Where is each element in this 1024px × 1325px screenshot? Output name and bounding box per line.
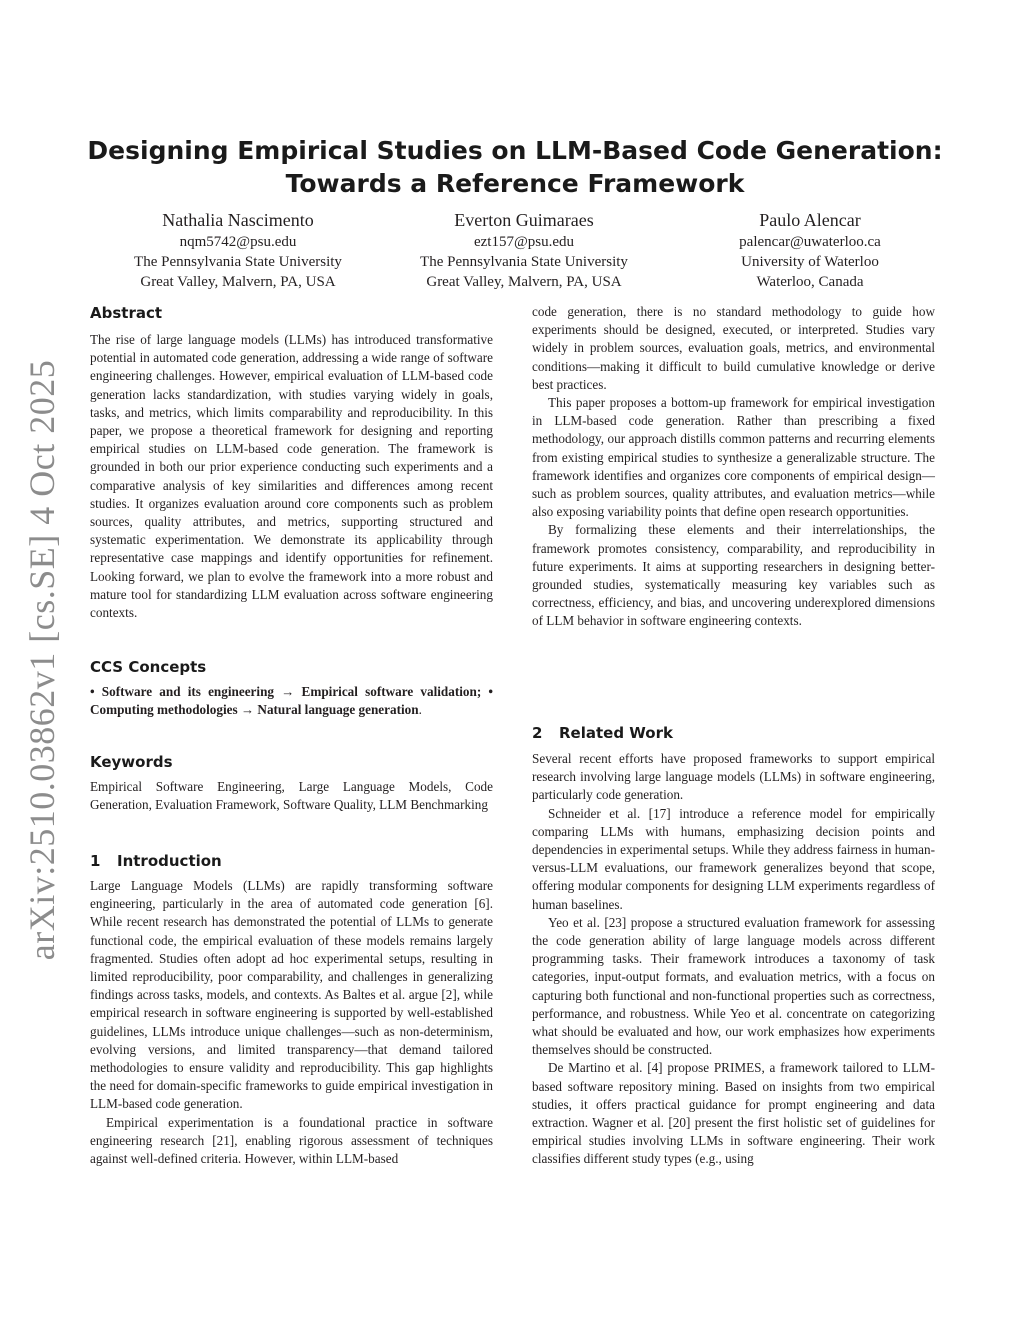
keywords-heading: Keywords <box>90 753 173 771</box>
ccs-heading: CCS Concepts <box>90 658 207 676</box>
related-work-section <box>532 723 935 1169</box>
paper-title <box>60 134 970 200</box>
section-title: Introduction <box>117 852 222 870</box>
abstract-heading: Abstract <box>90 304 163 322</box>
section-title: Related Work <box>559 724 673 742</box>
author-name: Nathalia Nascimento <box>162 210 314 230</box>
related-work-heading <box>532 723 935 743</box>
arxiv-side-stamp <box>20 359 64 961</box>
related-paragraph-1: Several recent efforts have proposed frameworks to support empirical research involving large language models (LLMs) in software engineering, particularly code generation. <box>532 751 935 803</box>
intro-paragraph-proposal: This paper proposes a bottom-up framework for empirical investigation in LLM-based code generation. Rather than prescribing a fixed methodology, our approach distills common patterns and recurring elements from existing empirical studies to synthesize a generalizable structure. The framework identifies and organizes core components of empirical design—such as problem sources, quality attributes, and evaluation metrics—while also exposing variability points that define open research opportunities. <box>532 395 935 520</box>
ccs-text <box>90 683 493 719</box>
title-line-1: Designing Empirical Studies on LLM-Based Code Generation: <box>87 136 943 165</box>
title-line-2: Towards a Reference Framework <box>285 169 745 198</box>
arxiv-identifier: arXiv:2510.03862v1 [cs.SE] 4 Oct 2025 <box>22 359 62 961</box>
ccs-concepts-section <box>90 657 493 719</box>
author-email: nqm5742@psu.edu <box>179 234 297 250</box>
author-affiliation: The Pennsylvania State University <box>134 254 342 270</box>
related-paragraph-2: Schneider et al. [17] introduce a reference model for empirically comparing LLMs with humans, emphasizing decision points and dependencies in experimental setups. While they address fairness in human-versus-LLM evaluations, our framework generalizes beyond that scope, offering modular components for designing LLM experiments regardless of human baselines. <box>532 805 935 912</box>
author-affiliation: University of Waterloo <box>741 254 879 270</box>
ccs-concepts-end: . <box>418 702 422 718</box>
author-location: Waterloo, Canada <box>756 274 864 290</box>
author-1 <box>95 208 381 292</box>
author-location: Great Valley, Malvern, PA, USA <box>426 274 622 290</box>
author-affiliation: The Pennsylvania State University <box>420 254 628 270</box>
author-2 <box>381 208 667 292</box>
section-number: 1 <box>90 852 101 870</box>
related-paragraph-4: De Martino et al. [4] propose PRIMES, a framework tailored to LLM-based software repository mining. Based on insights from two empirical studies, it offers practical guidance for prompt engineering and data extraction. Wagner et al. [20] present the first holistic set of guidelines for empirical studies involving LLMs in software engineering. Their work classifies different study types (e.g., using <box>532 1060 935 1167</box>
intro-paragraph-1: Large Language Models (LLMs) are rapidly transforming software engineering, particularly in the area of automated code generation [6]. While recent research has demonstrated the potential of LLMs to generate functional code, the empirical evaluation of these models remains largely fragmented. Studies often adopt ad hoc experimental setups, resulting in limited reproducibility, poor comparability, and challenges in generalizing findings across tasks, models, and contexts. As Baltes et al. argue [2], while empirical research in software engineering is supported by well-established guidelines, LLMs introduce unique challenges—such as non-determinism, evolving versions, and limited transparency—that demand tailored methodologies to ensure validity and reproducibility. This gap highlights the need for domain-specific frameworks to guide empirical investigation in LLM-based code generation. <box>90 878 493 1112</box>
author-block <box>95 208 953 292</box>
abstract-text: The rise of large language models (LLMs) has introduced transformative potential in automated code generation, addressing a wide range of software engineering challenges. However, empirical evaluation of LLM-based code generation lacks standardization, with studies varying widely in goals, tasks, and metrics, which limits comparability and reproducibility. In this paper, we propose a theoretical framework for designing and reporting empirical studies on LLM-based code generation. The framework is grounded in both our prior experience conducting such experiments and a comparative analysis of key similarities and differences among recent studies. It organizes evaluation around core components such as problem sources, quality attributes, and metrics, supporting structured and systematic experimentation. We demonstrate its applicability through representative case mappings and identify opportunities for refinement. Looking forward, we plan to evolve the framework into a more robust and mature tool for standardizing LLM evaluation across software engineering contexts. <box>90 332 493 621</box>
author-name: Paulo Alencar <box>759 210 861 230</box>
author-email: ezt157@psu.edu <box>473 234 575 250</box>
abstract-section <box>90 303 493 622</box>
introduction-heading <box>90 851 493 871</box>
intro-paragraph-2: Empirical experimentation is a foundational practice in software engineering research [21], enabling rigorous assessment of techniques against well-defined criteria. However, within LLM-based <box>90 1114 493 1167</box>
author-name: Everton Guimaraes <box>454 210 594 230</box>
intro-paragraph-continued: code generation, there is no standard methodology to guide how experiments should be designed, executed, or interpreted. Studies vary widely in problem sources, evaluation goals, metrics, and environmental conditions—making it difficult to build cumulative knowledge or derive best practices. <box>532 304 935 392</box>
intro-paragraph-formalizing: By formalizing these elements and their interrelationships, the framework promotes consistency, comparability, and reproducibility in future experiments. It aims at supporting researchers in designing better-grounded studies, systematically measuring key variables such as correctness, efficiency, and bias, and uncovering underexplored dimensions of LLM behavior in software engineering contexts. <box>532 522 935 629</box>
introduction-section <box>90 851 493 1168</box>
author-3 <box>667 208 953 292</box>
related-paragraph-3: Yeo et al. [23] propose a structured evaluation framework for assessing the code generation ability of large language models across different programming tasks. Their framework introduces a taxonomy of task categories, input-output formats, and evaluation metrics, with a focus on capturing both functional and non-functional properties such as correctness, performance, and robustness. While Yeo et al. concentrate on categorizing what should be evaluated and how, our work emphasizes how experiments themselves should be constructed. <box>532 914 935 1058</box>
author-location: Great Valley, Malvern, PA, USA <box>140 274 336 290</box>
keywords-text: Empirical Software Engineering, Large Language Models, Code Generation, Evaluation Framework, Software Quality, LLM Benchmarking <box>90 779 493 813</box>
author-email: palencar@uwaterloo.ca <box>739 234 881 250</box>
intro-continued <box>532 303 935 631</box>
keywords-section <box>90 752 493 814</box>
ccs-concepts-bold: • Software and its engineering → Empirical software validation; • Computing methodologies → Natural language generation <box>90 684 493 718</box>
section-number: 2 <box>532 724 543 742</box>
